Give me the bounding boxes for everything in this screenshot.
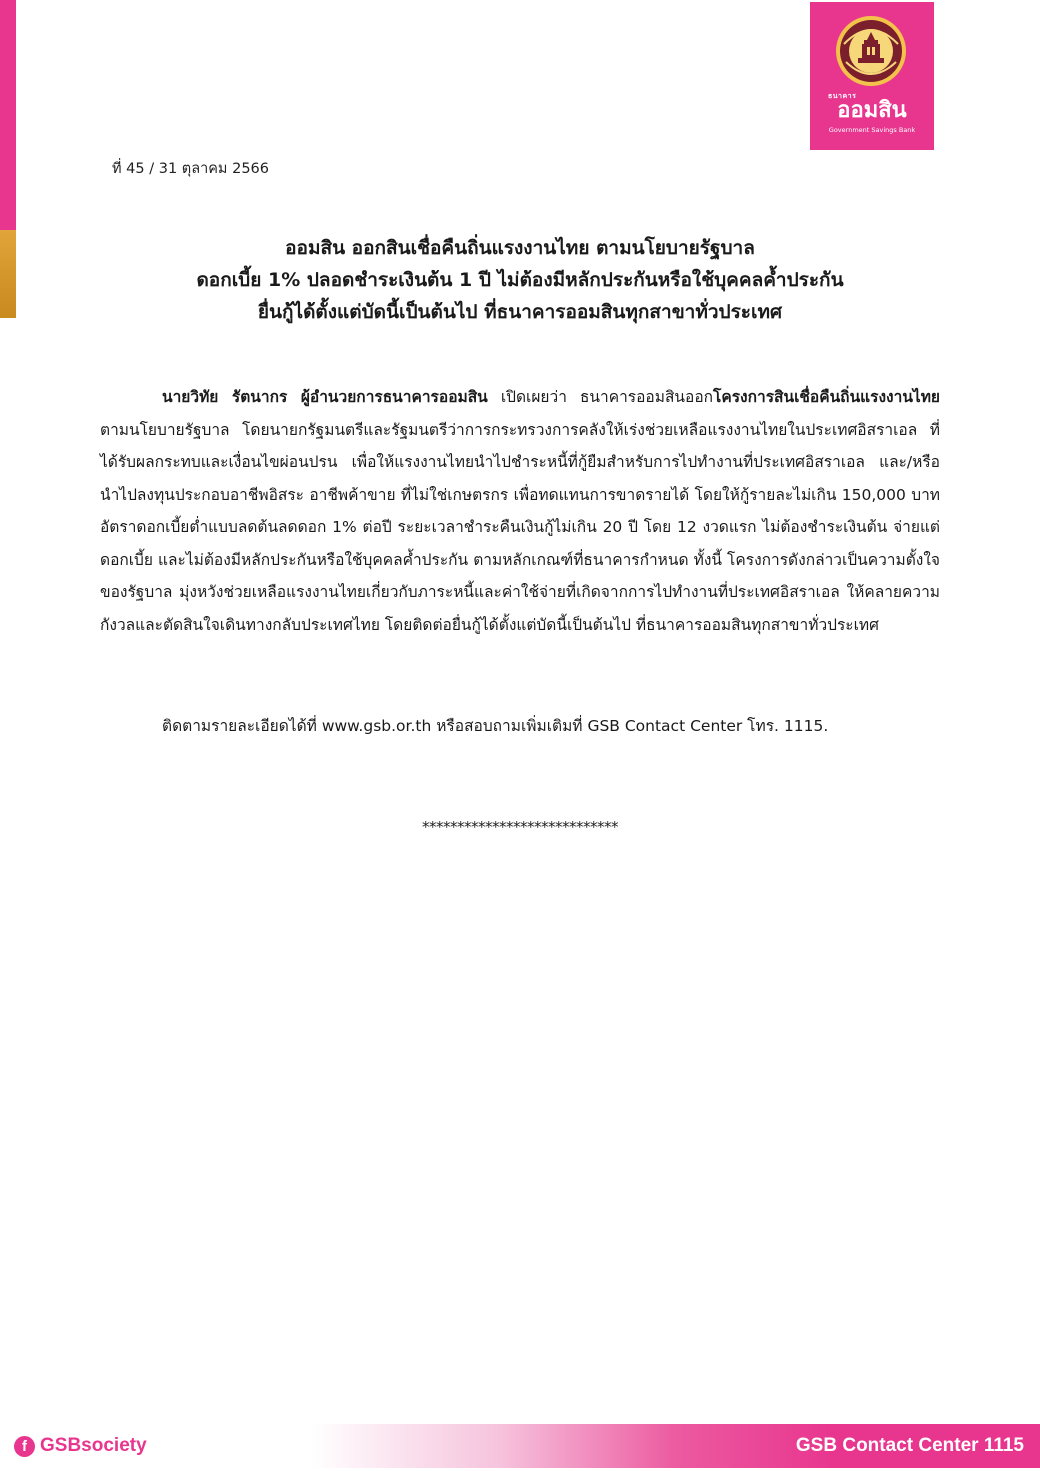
headline-line-1: ออมสิน ออกสินเชื่อคืนถิ่นแรงงานไทย ตามนโยบายรัฐบาล bbox=[285, 237, 755, 259]
reference-number: ที่ 45 / 31 ตุลาคม 2566 bbox=[112, 161, 269, 177]
logo-name: ออมสิน bbox=[837, 98, 907, 123]
left-accent-bar-pink bbox=[0, 0, 16, 230]
speaker-name: นายวิทัย รัตนากร ผู้อำนวยการธนาคารออมสิน bbox=[162, 388, 488, 406]
headline-line-2: ดอกเบี้ย 1% ปลอดชำระเงินต้น 1 ปี ไม่ต้องมีหลักประกันหรือใช้บุคคลค้ำประกัน bbox=[196, 269, 844, 291]
headline-line-3: ยื่นกู้ได้ตั้งแต่บัดนี้เป็นต้นไป ที่ธนาคารออมสินทุกสาขาทั่วประเทศ bbox=[257, 301, 783, 323]
logo-subtitle: Government Savings Bank bbox=[828, 126, 916, 134]
end-mark: **************************** bbox=[422, 818, 618, 836]
footer-bar bbox=[0, 1424, 1040, 1468]
gsb-logo bbox=[810, 2, 934, 150]
body-text: ตามนโยบายรัฐบาล โดยนายกรัฐมนตรีและรัฐมนตรีว่าการกระทรวงการคลังให้เร่งช่วยเหลือแรงงานไทยในประเทศอิสราเอล ที่ได้รับผลกระทบและเงื่อนไขผ่อนปรน เพื่อให้แรงงานไทยนำไปชำระหนี้ที่กู้ยืมสำหรับการไปทำงานที่ประเทศอิสราเอล และ/หรือ นำไปลงทุนประกอบอาชีพอิสระ อาชีพค้าขาย ที่ไม่ใช่เกษตรกร เพื่อทดแทนการขาดรายได้ โดยให้กู้รายละไม่เกิน 150,000 บาท อัตราดอกเบี้ยต่ำแบบลดต้นลดดอก 1% ต่อปี ระยะเวลาชำระคืนเงินกู้ไม่เกิน 20 ปี โดย 12 งวดแรก ไม่ต้องชำระเงินต้น จ่ายแต่ดอกเบี้ย และไม่ต้องมีหลักประกันหรือใช้บุคคลค้ำประกัน ตามหลักเกณฑ์ที่ธนาคารกำหนด ทั้งนี้ โครงการดังกล่าวเป็นความตั้งใจของรัฐบาล มุ่งหวังช่วยเหลือแรงงานไทยเกี่ยวกับภาระหนี้และค่าใช้จ่ายที่เกิดจากการไปทำงานที่ประเทศอิสราเอล ให้คลายความกังวลและตัดสินใจเดินทางกลับประเทศไทย โดยติดต่อยื่นกู้ได้ตั้งแต่บัดนี้เป็นต้นไป ที่ธนาคารออมสินทุกสาขาทั่วประเทศ bbox=[100, 420, 940, 634]
contact-center: GSB Contact Center 1115 bbox=[795, 1435, 1024, 1456]
facebook-icon: f bbox=[14, 1436, 35, 1457]
contact-info: ติดตามรายละเอียดได้ที่ www.gsb.or.th หรือสอบถามเพิ่มเติมที่ GSB Contact Center โทร. 1115. bbox=[162, 717, 829, 735]
body-paragraph bbox=[100, 381, 940, 641]
headline bbox=[100, 232, 940, 328]
project-name: โครงการสินเชื่อคืนถิ่นแรงงานไทย bbox=[713, 388, 941, 406]
left-accent-bar-gold bbox=[0, 230, 16, 318]
gsb-emblem-icon bbox=[834, 14, 908, 88]
social-link[interactable] bbox=[14, 1433, 147, 1459]
body-intro: เปิดเผยว่า ธนาคารออมสินออก bbox=[487, 388, 714, 406]
logo-small-text: ธนาคาร bbox=[828, 92, 857, 100]
social-handle: GSBsociety bbox=[40, 1435, 147, 1456]
